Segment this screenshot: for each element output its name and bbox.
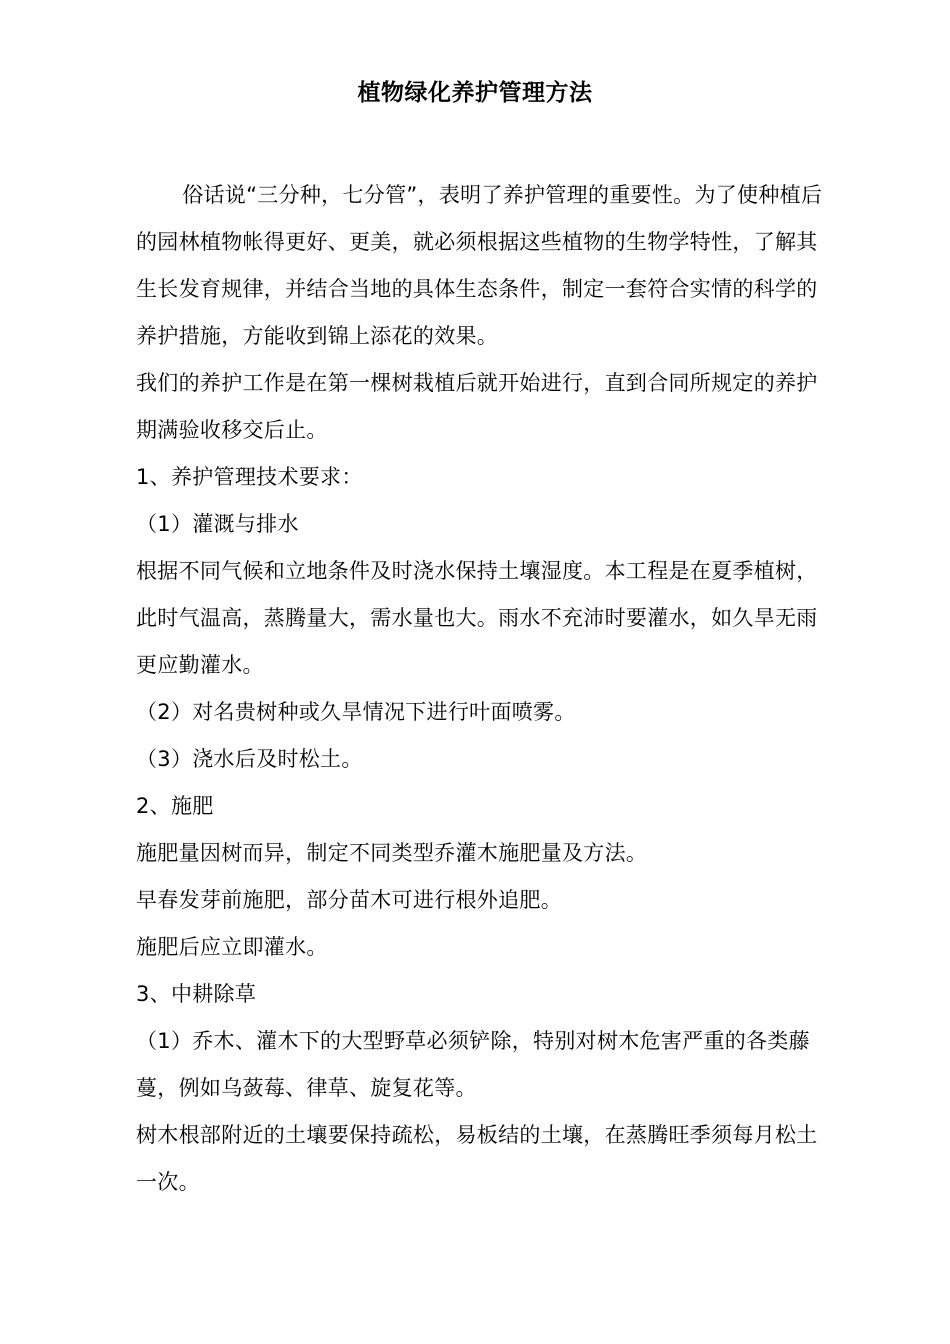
paragraph-soil-loosening: 树木根部附近的土壤要保持疏松，易板结的土壤，在蒸腾旺季须每月松土一次。 [136,1123,818,1194]
subheading-irrigation: （1）灌溉与排水 [136,512,299,536]
document-body [136,172,826,1206]
paragraph-irrigation: 根据不同气候和立地条件及时浇水保持土壤湿度。本工程是在夏季植树，此时气温高，蒸腾量大，需水量也大。雨水不充沛时要灌水，如久旱无雨更应勤灌水。 [136,559,818,677]
paragraph-fertilizer-spring: 早春发芽前施肥，部分苗木可进行根外追肥。 [136,888,562,912]
paragraph-weeding: （1）乔木、灌木下的大型野草必须铲除，特别对树木危害严重的各类藤蔓，例如乌蔹莓、律草、旋复花等。 [136,1029,810,1100]
heading-section-1: 1、养护管理技术要求： [136,465,363,489]
paragraph-fertilizer-water: 施肥后应立即灌水。 [136,935,328,959]
heading-section-2: 2、施肥 [136,794,214,818]
heading-section-3: 3、中耕除草 [136,982,257,1006]
document-title: 植物绿化养护管理方法 [357,80,593,106]
item-loosen-soil: （3）浇水后及时松土。 [136,747,363,771]
paragraph-intro: 俗话说“三分种，七分管”，表明了养护管理的重要性。为了使种植后的园林植物帐得更好、更美，就必须根据这些植物的生物学特性，了解其生长发育规律，并结合当地的具体生态条件，制定一套符合实情的科学的养护措施，方能收到锦上添花的效果。 [136,183,823,348]
item-foliar-spray: （2）对名贵树种或久旱情况下进行叶面喷雾。 [136,700,576,724]
paragraph-maintenance-period: 我们的养护工作是在第一棵树栽植后就开始进行，直到合同所规定的养护期满验收移交后止。 [136,371,818,442]
paragraph-fertilizer-amount: 施肥量因树而异，制定不同类型乔灌木施肥量及方法。 [136,841,648,865]
